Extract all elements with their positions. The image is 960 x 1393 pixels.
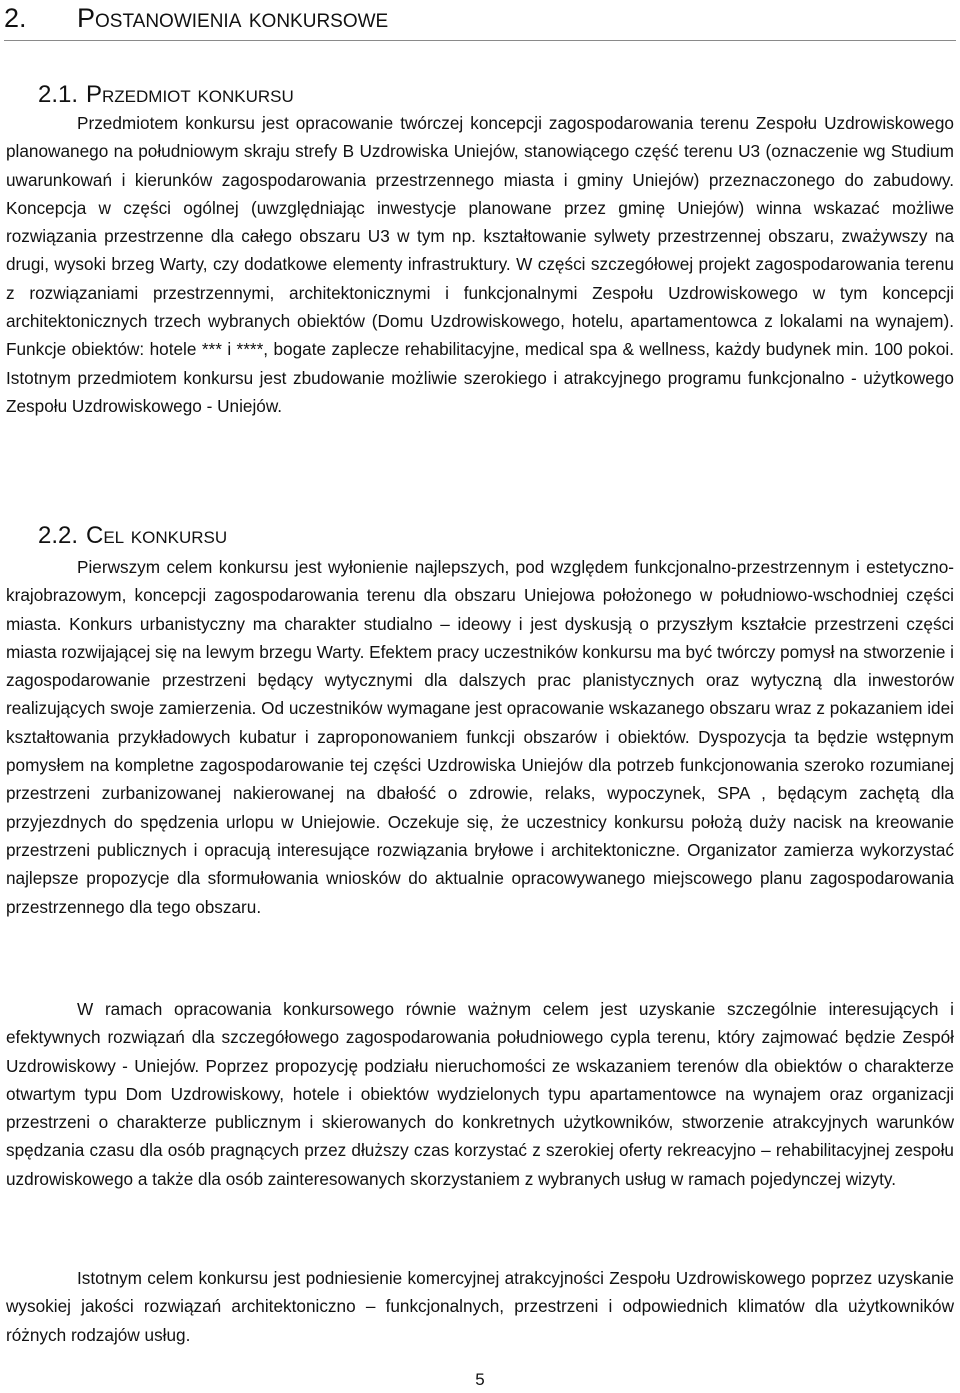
paragraph: Pierwszym celem konkursu jest wyłonienie najlepszych, pod względem funkcjonalno-przestrzennym i estetyczno-krajobrazowym, koncepcji zagospodarowania terenu dla obszaru Uniejowa położonego w południowo-wschodniej części miasta. Konkurs urbanistyczny ma charakter studialno – ideowy i jest dyskusją o przyszłym kształcie przestrzeni części miasta rozwijającej się na lewym brzegu Warty. Efektem pracy uczestników konkursu ma być twórczy pomysł na stworzenie i zagospodarowanie przestrzeni będący wytycznymi dla dalszych prac planistycznych oraz wytyczną dla inwestorów realizujących swoje zamierzenia. Od uczestników wymagane jest opracowanie wskazanego obszaru wraz z pokazaniem idei kształtowania przykładowych kubatur i zaproponowaniem funkcji obszarów i obiektów. Dyspozycja ta będzie wstępnym pomysłem na kompletne zagospodarowanie tej części Uzdrowiska Uniejów dla potrzeb funkcjonowania szeroko rozumianej przestrzeni zurbanizowanej nakierowanej na dbałość o zdrowie, relaks, wypoczynek, SPA , będącym zachętą dla przyjezdnych do spędzenia urlopu w Uniejowie. Oczekuje się, że uczestnicy konkursu położą duży nacisk na kreowanie przestrzeni publicznych i opracują interesujące rozwiązania bryłowe i architektoniczne. Organizator zamierza wykorzystać najlepsze propozycje dla sformułowania wniosków do aktualnie opracowywanego miejscowego planu zagospodarowania przestrzennego dla tego obszaru. — [6, 557, 954, 917]
section-title: Przedmiot konkursu — [86, 81, 294, 108]
section-heading-goal — [38, 521, 227, 555]
chapter-title: Postanowienia konkursowe — [77, 3, 389, 33]
page-number: 5 — [475, 1370, 485, 1389]
section-number: 2.1. — [38, 81, 79, 108]
chapter-number: 2. — [4, 3, 27, 33]
paragraph: Przedmiotem konkursu jest opracowanie twórczej koncepcji zagospodarowania terenu Zespołu Uzdrowiskowego planowanego na południowym skraju strefy B Uzdrowiska Uniejów, stanowiącego część terenu U3 (oznaczenie wg Studium uwarunkowań i kierunków zagospodarowania przestrzennego miasta i gminy Uniejów) przeznaczonego do zabudowy. Koncepcja w części ogólnej (uwzględniając inwestycje planowane przez gminę Uniejów) winna wskazać możliwe rozwiązania przestrzenne dla całego obszaru U3 w tym np. kształtowanie sylwety przestrzennej obszaru, zważywszy na drugi, wysoki brzeg Warty, czy dodatkowe elementy infrastruktury. W części szczegółowej projekt zagospodarowania terenu z rozwiązaniami przestrzennymi, architektonicznymi i funkcjonalnymi Zespołu Uzdrowiskowego w tym koncepcji architektonicznych trzech wybranych obiektów (Domu Uzdrowiskowego, hotelu, apartamentowca z lokalami na wynajem). Funkcje obiektów: hotele *** i ****, bogate zaplecze rehabilitacyjne, medical spa & wellness, każdy budynek min. 100 pokoi. Istotnym przedmiotem konkursu jest zbudowanie możliwie szerokiego i atrakcyjnego programu funkcjonalno - użytkowego Zespołu Uzdrowiskowego - Uniejów. — [6, 113, 954, 416]
paragraph: Istotnym celem konkursu jest podniesienie komercyjnej atrakcyjności Zespołu Uzdrowiskowego poprzez uzyskanie wysokiej jakości rozwiązań architektoniczno – funkcjonalnych, przestrzeni i odpowiednich klimatów dla użytkowników różnych rodzajów usług. — [6, 1268, 954, 1345]
chapter-heading — [4, 0, 956, 41]
section-number: 2.2. — [38, 522, 79, 549]
section-title: Cel konkursu — [86, 522, 228, 549]
paragraph: W ramach opracowania konkursowego równie ważnym celem jest uzyskanie szczególnie interesujących i efektywnych rozwiązań dla szczegółowego zagospodarowania południowego cypla terenu, który zajmować będzie Zespół Uzdrowiskowy - Uniejów. Poprzez propozycję podziału nieruchomości ze wskazaniem terenów dla obiektów o charakterze otwartym typu Dom Uzdrowiskowy, hotele i obiektów wydzielonych typu apartamentowce na wynajem oraz organizacji przestrzeni o charakterze publicznym i skierowanych do konkretnych użytkowników, stworzenie atrakcyjnych warunków spędzania czasu dla osób pragnących przez dłuższy czas korzystać z szerokiej oferty rekreacyjno – rehabilitacyjnej zespołu uzdrowiskowego a także dla osób zainteresowanych skorzystaniem z wybranych usług w ramach pojedynczej wizyty. — [6, 999, 954, 1189]
